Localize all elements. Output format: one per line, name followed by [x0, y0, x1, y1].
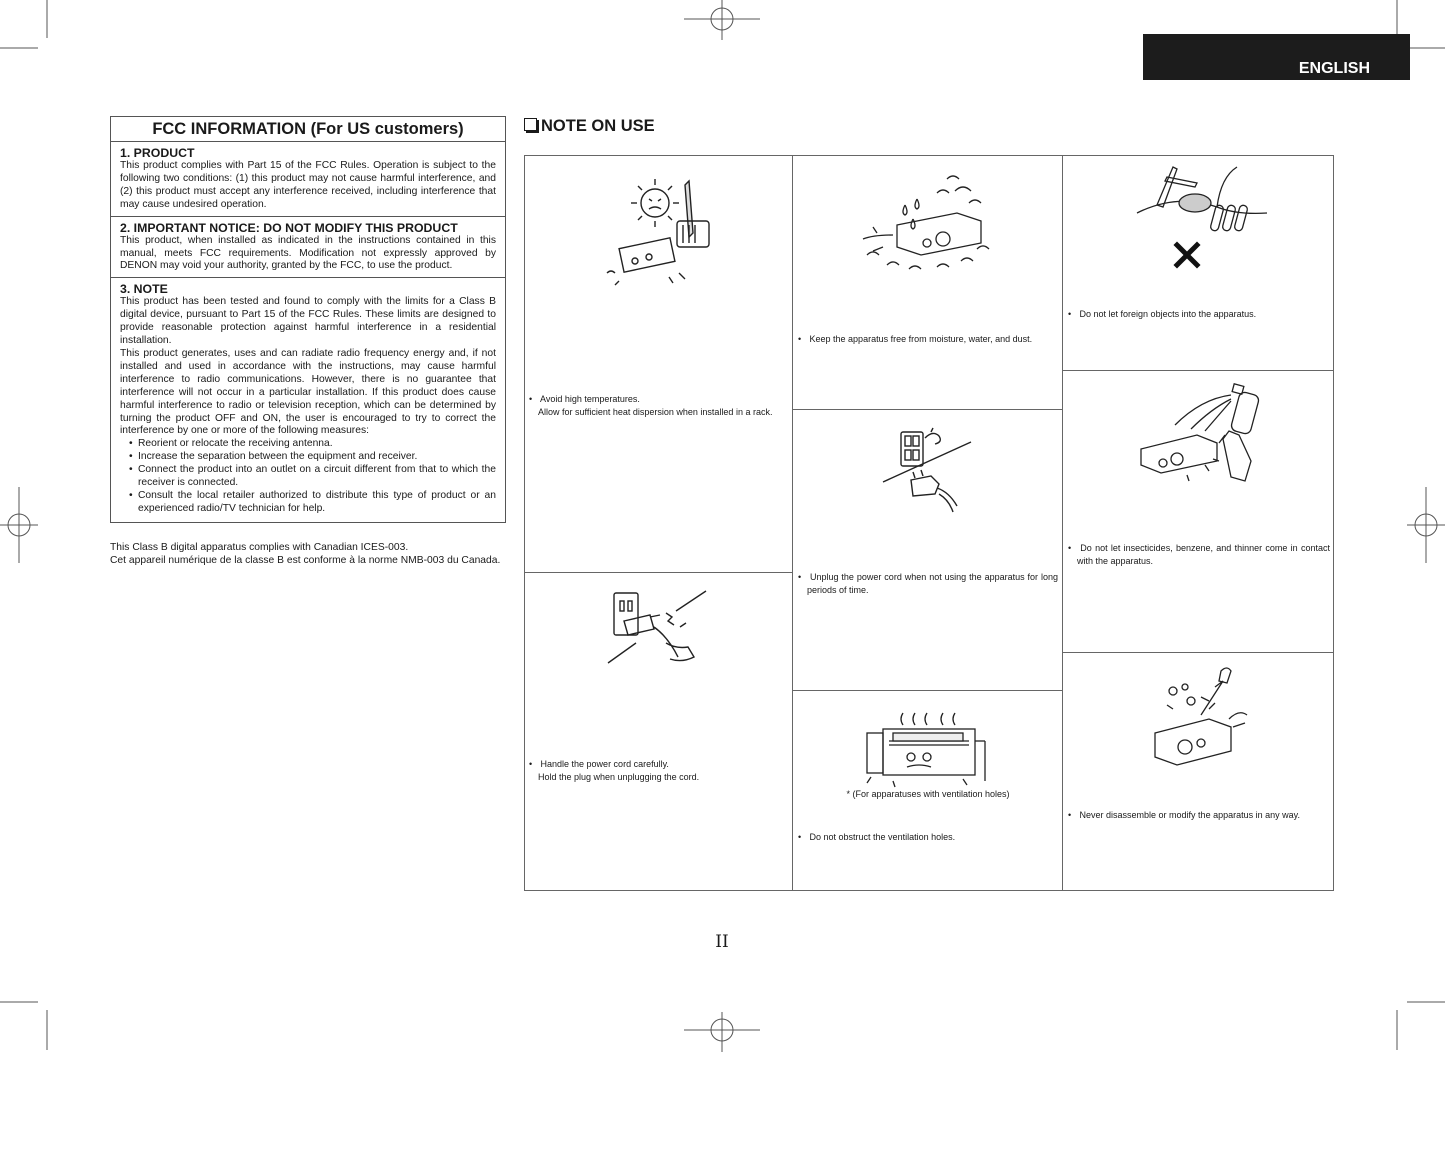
fcc-section-body: This product generates, uses and can radiate radio frequency energy and, if not installed and used in accordance with the instructions, may cause harmful interference to radio communications. However, there is no guarantee that interference will not occur in a particular installation. If this product does cause harmful interference to radio or television reception, which can be determined by turning the product OFF and ON, the user is encouraged to try to correct the interference by one or more of the following measures: [120, 347, 496, 437]
fcc-section-body: This product, when installed as indicated in the instructions contained in this manual, meets FCC requirements. Modification not expressly approved by DENON may void your authority, granted by the FCC, to use the product. [120, 234, 496, 272]
canada-french: Cet appareil numérique de la classe B est conforme à la norme NMB-003 du Canada. [110, 554, 501, 566]
fcc-section-product [111, 142, 505, 217]
language-tab [1143, 34, 1410, 80]
caption-cord: • Handle the power cord carefully. Hold the plug when unplugging the cord. [529, 758, 787, 784]
note-cell-foreign [1063, 155, 1334, 370]
fcc-title: FCC INFORMATION (For US customers) [111, 117, 505, 142]
list-item: • Reorient or relocate the receiving antenna. [129, 438, 496, 451]
plug-handling-icon [606, 587, 716, 677]
note-cell-modify [1063, 653, 1334, 891]
note-cell-unplug [793, 410, 1062, 690]
note-cell-heat [524, 155, 792, 572]
fcc-section-body: This product has been tested and found to comply with the limits for a Class B digital device, pursuant to Part 15 of the FCC Rules. These limits are designed to provide reasonable protection against harmful interference in a residential installation. [120, 296, 496, 347]
disassemble-icon [1145, 661, 1255, 771]
fcc-section-heading: 1. PRODUCT [120, 146, 195, 160]
canada-compliance [110, 542, 506, 568]
note-cell-vent [793, 691, 1062, 891]
list-item: • Connect the product into an outlet on a circuit different from that to which the receiver is connected. [129, 464, 496, 490]
caption-vent: • Do not obstruct the ventilation holes. [798, 831, 1058, 844]
note-cell-chem [1063, 371, 1334, 652]
list-item: • Consult the local retailer authorized to distribute this type of product or an experienced radio/TV technician for help. [129, 490, 496, 516]
note-cell-moisture [793, 155, 1062, 409]
fcc-section-body: This product complies with Part 15 of the FCC Rules. Operation is subject to the following two conditions: (1) this product may not cause harmful interference, and (2) this product must accept any interference received, including interference that may cause undesired operation. [120, 160, 496, 210]
language-label: ENGLISH [1298, 60, 1370, 77]
note-cell-cord [524, 573, 792, 891]
caption-unplug: • Unplug the power cord when not using the apparatus for long periods of time. [798, 571, 1058, 597]
canada-english: This Class B digital apparatus complies with Canadian ICES-003. [110, 542, 409, 553]
fcc-section-note [111, 278, 505, 521]
note-on-use-heading [524, 116, 655, 136]
spray-can-icon [1137, 379, 1267, 489]
sun-heat-icon [599, 173, 719, 293]
checkbox-square-icon [524, 118, 537, 131]
caption-foreign: • Do not let foreign objects into the apparatus. [1068, 308, 1330, 321]
list-item: • Increase the separation between the equipment and receiver. [129, 451, 496, 464]
caption-modify: • Never disassemble or modify the apparatus in any way. [1068, 809, 1330, 822]
fcc-section-notice [111, 217, 505, 279]
fcc-measures-list [120, 438, 496, 515]
ventilation-icon [863, 711, 993, 791]
fcc-section-heading: 3. NOTE [120, 282, 168, 297]
moisture-dust-icon [857, 163, 997, 278]
note-on-use-title: NOTE ON USE [541, 117, 655, 135]
caption-chem: • Do not let insecticides, benzene, and thinner come in contact with the apparatus. [1068, 542, 1330, 568]
fcc-section-heading: 2. IMPORTANT NOTICE: DO NOT MODIFY THIS PRODUCT [120, 220, 458, 235]
foreign-objects-icon [1133, 161, 1273, 271]
note-on-use-grid [524, 155, 1334, 891]
page-number: II [715, 932, 729, 952]
caption-heat: • Avoid high temperatures. Allow for sufficient heat dispersion when installed in a rack. [529, 393, 787, 419]
fcc-information-box [110, 116, 506, 523]
unplug-icon [881, 418, 981, 518]
footnote-vent: * (For apparatuses with ventilation holes) [846, 789, 1010, 799]
caption-moisture: • Keep the apparatus free from moisture, water, and dust. [798, 333, 1058, 346]
